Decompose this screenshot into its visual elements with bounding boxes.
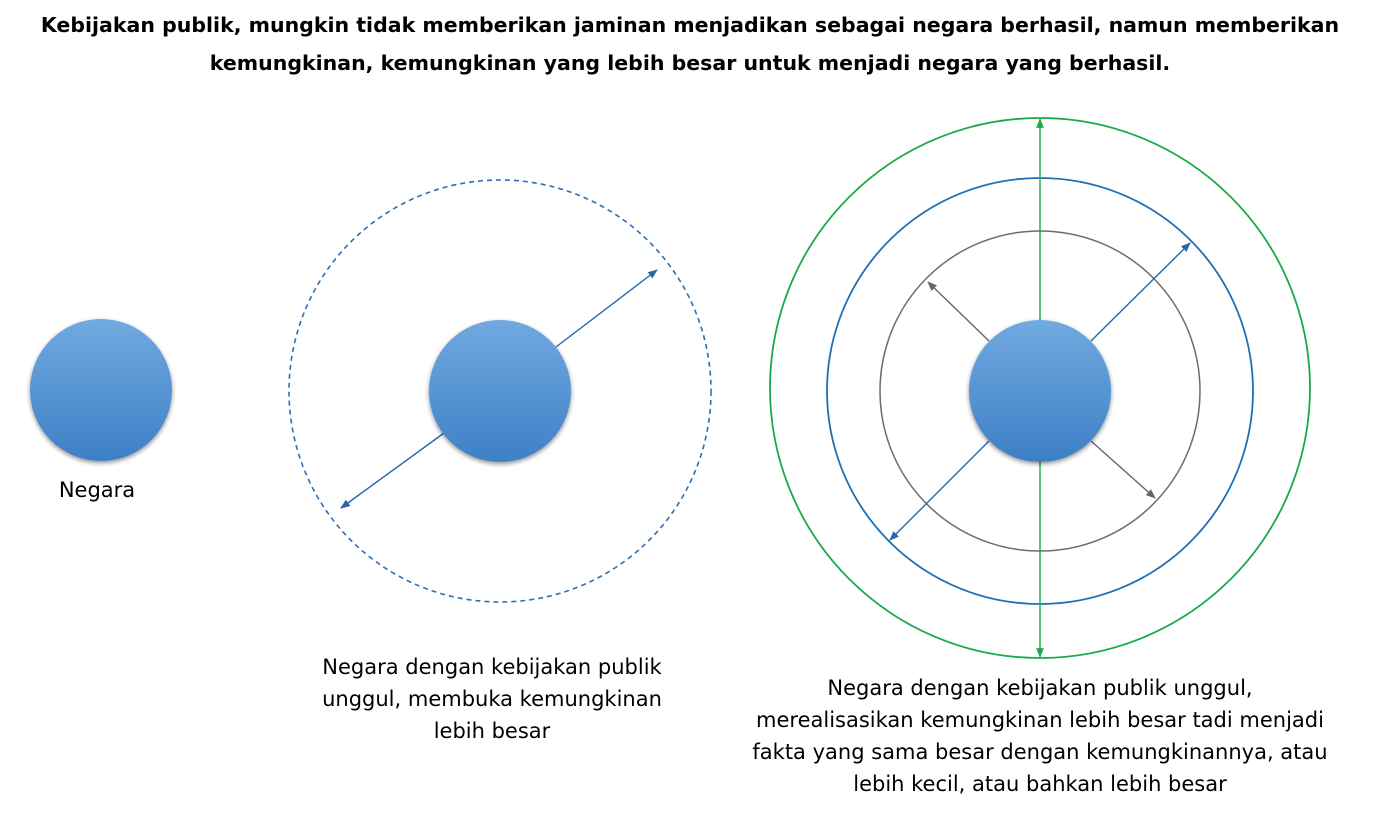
caption-right-line: fakta yang sama besar dengan kemungkinannya, atau — [752, 740, 1328, 764]
caption-negara — [20, 474, 174, 506]
expansion-arrow-upper-right — [556, 270, 657, 347]
title-line-1: Kebijakan publik, mungkin tidak memberikan jaminan menjadikan sebagai negara berhasil, namun memberikan — [40, 13, 1340, 37]
caption-right-line: Negara dengan kebijakan publik unggul, — [827, 676, 1253, 700]
negara-node-right — [969, 320, 1111, 462]
gray-arrow-upper-left — [928, 282, 989, 341]
blue-arrow-upper-right — [1091, 243, 1190, 341]
blue-arrow-lower-left — [890, 441, 989, 540]
caption-middle-line: unggul, membuka kemungkinan — [322, 687, 662, 711]
caption-right-line: lebih kecil, atau bahkan lebih besar — [853, 772, 1227, 796]
title-line-2: kemungkinan, kemungkinan yang lebih besar untuk menjadi negara yang berhasil. — [209, 51, 1171, 75]
caption-right-line: merealisasikan kemungkinan lebih besar tadi menjadi — [756, 708, 1324, 732]
caption-right — [740, 672, 1340, 800]
caption-middle-line: Negara dengan kebijakan publik — [322, 655, 662, 679]
caption-negara-text: Negara — [58, 478, 136, 502]
caption-middle-line: lebih besar — [433, 719, 551, 743]
negara-node-middle — [429, 320, 571, 462]
expansion-arrow-lower-left — [341, 433, 444, 508]
caption-middle — [292, 651, 692, 747]
negara-node — [30, 319, 172, 461]
gray-arrow-lower-right — [1091, 441, 1155, 498]
